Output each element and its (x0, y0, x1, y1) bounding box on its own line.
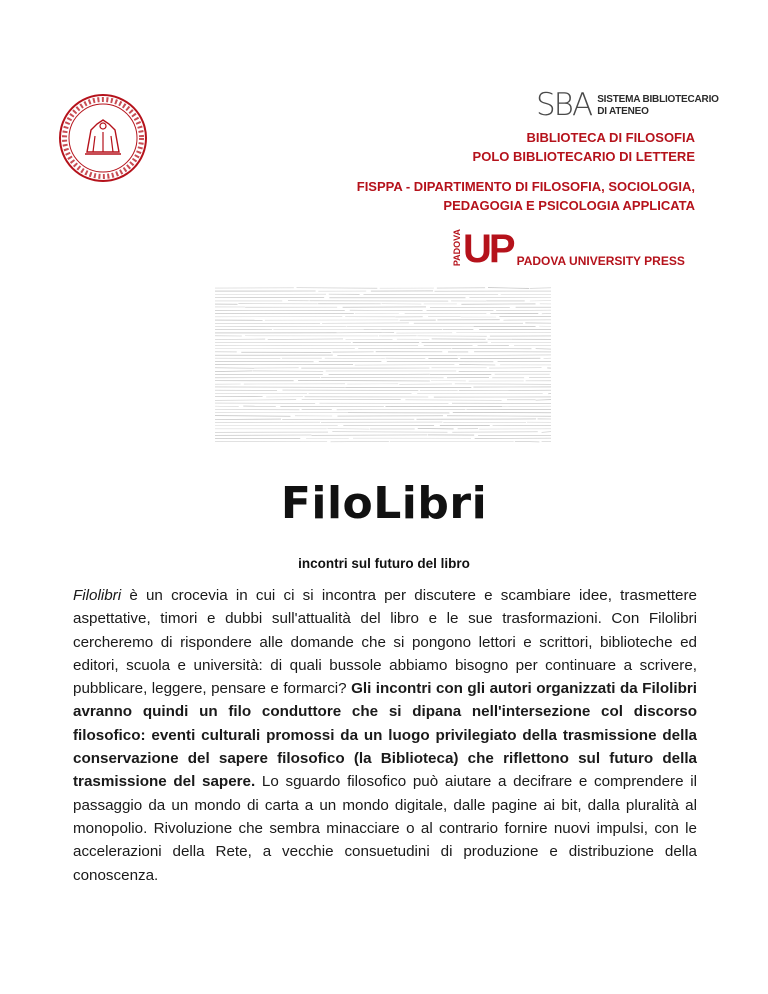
padova-up-logo (452, 227, 685, 272)
sba-line2: DI ATENEO (597, 105, 649, 117)
body-text-1: è un crocevia in cui ci si incontra per discutere e scambiare idee, trasmettere aspettative, timori e dubbi sull'attualità del libro e le sue trasformazioni. Con Filolibri cercheremo di rispondere alle domande che si pongono lettori e scrittori, biblioteche ed editori, scuola e università: di quali bussole abbiamo bisogno per continuare a scrivere, pubblicare, leggere, pensare e formarci? (73, 587, 697, 698)
sba-mark: SBA (536, 87, 592, 123)
lines-artwork-image (213, 285, 553, 445)
body-bold-text: Gli incontri con gli autori organizzati da Filolibri avranno quindi un filo conduttore che si dipana nell'intersezione col discorso filosofico: eventi culturali promossi da un luogo privilegiato della trasmissione della conservazione del sapere filosofico (la Biblioteca) che riflettono sul futuro della trasmissione del sapere. (73, 680, 698, 791)
department-header (357, 177, 695, 215)
body-text-2: Lo sguardo filosofico può aiutare a decifrare e comprendere il passaggio da un mondo di carta a un mondo digitale, dalle pagine ai bit, dalla pluralità al monopolio. Rivoluzione che sembra minacciare o al contrario fornire nuovi impulsi, con le accelerazioni della Rete, a vecchie consuetudini di produzione e distribuzione della conoscenza. (73, 773, 697, 884)
body-paragraph (73, 584, 697, 887)
sba-text (597, 94, 719, 118)
sba-line1: SISTEMA BIBLIOTECARIO (597, 93, 719, 105)
library-name: BIBLIOTECA DI FILOSOFIA (526, 130, 695, 145)
up-mark: UP (463, 227, 513, 272)
page-title: FiloLibri (280, 478, 488, 529)
department-line1: FISPPA - DIPARTIMENTO DI FILOSOFIA, SOCIOLOGIA, (356, 179, 695, 194)
body-italic-term: Filolibri (73, 587, 122, 604)
department-line2: PEDAGOGIA E PSICOLOGIA APPLICATA (443, 198, 695, 213)
up-vertical-text: PADOVA (452, 229, 462, 267)
university-seal-logo (57, 92, 149, 184)
up-label: PADOVA UNIVERSITY PRESS (516, 254, 685, 269)
library-header (473, 128, 695, 166)
page-subtitle: incontri sul futuro del libro (298, 556, 470, 571)
sba-logo (536, 87, 719, 123)
library-pole: POLO BIBLIOTECARIO DI LETTERE (472, 149, 695, 164)
